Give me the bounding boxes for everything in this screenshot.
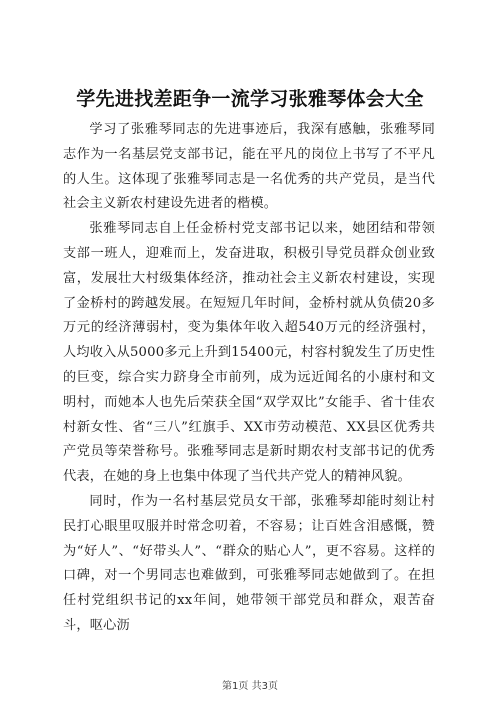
document-body <box>63 118 435 639</box>
paragraph-1: 学习了张雅琴同志的先进事迹后，我深有感触，张雅琴同志作为一名基层党支部书记，能在平凡的岗位上书写了不平凡的人生。这体现了张雅琴同志是一名优秀的共产党员，是当代社会主义新农村建设先进者的楷模。 <box>63 122 435 212</box>
paragraph-3: 同时，作为一名村基层党员女干部，张雅琴却能时刻让村民打心眼里叹服并时常念叨着，不容易；让百姓含泪感慨，赞为“好人”、“好带头人”、“群众的贴心人”，更不容易。这样的口碑，对一个男同志也难做到，可张雅琴同志她做到了。在担任村党组织书记的xx年间，她带领干部党员和群众，艰苦奋斗，呕心沥 <box>63 493 435 633</box>
paragraph-2: 张雅琴同志自上任金桥村党支部书记以来，她团结和带领支部一班人，迎难而上，发奋进取，积极引导党员群众创业致富，发展壮大村级集体经济，推动社会主义新农村建设，实现了金桥村的跨越发展。在短短几年时间，金桥村就从负债20多万元的经济薄弱村，变为集体年收入超540万元的经济强村，人均收入从5000多元上升到15400元，村容村貌发生了历史性的巨变，综合实力跻身全市前列，成为远近闻名的小康村和文明村，而她本人也先后荣获全国“双学双比”女能手、省十佳农村新女性、省“三八”红旗手、XX市劳动模范、XX县区优秀共产党员等荣誉称号。张雅琴同志是新时期农村支部书记的优秀代表，在她的身上也集中体现了当代共产党人的精神风貌。 <box>63 221 435 485</box>
page-number-footer: 第1页 共3页 <box>222 681 278 692</box>
document-title: 学先进找差距争一流学习张雅琴体会大全 <box>76 88 424 110</box>
